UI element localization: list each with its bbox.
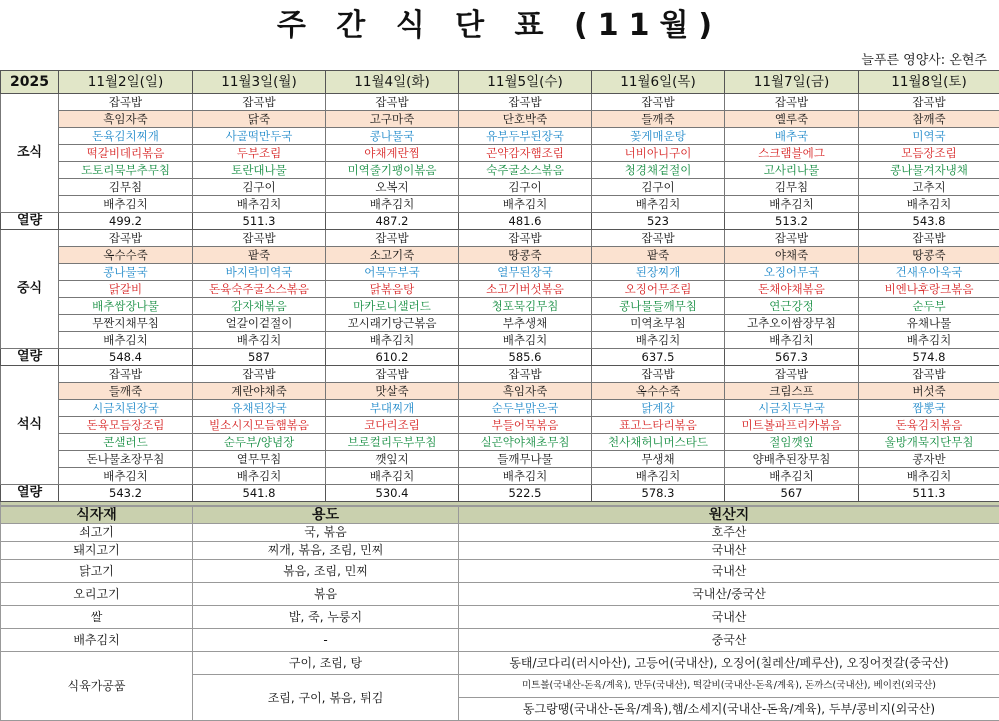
menu-item: 들깨무나물 [459,451,592,468]
menu-item: 부들어묵볶음 [459,417,592,434]
menu-item: 미역국 [859,128,999,145]
menu-item: 배추김치 [193,332,326,349]
menu-row [1,451,999,468]
menu-item: 김구이 [459,179,592,196]
menu-item: 참깨죽 [859,111,999,128]
menu-item: 모듬장조림 [859,145,999,162]
menu-item: 배추김치 [326,468,459,485]
origin-row-beef [1,524,999,542]
menu-item: 들깨죽 [592,111,725,128]
origin-header-origin: 원산지 [459,507,999,524]
menu-item: 천사채허니머스타드 [592,434,725,451]
menu-item: 오복지 [326,179,459,196]
menu-item: 김무침 [725,179,859,196]
calorie-value: 511.3 [859,485,999,502]
menu-row [1,417,999,434]
origin-use: - [193,629,459,652]
menu-item: 콩나물국 [326,128,459,145]
menu-item: 잡곡밥 [725,230,859,247]
menu-item: 잡곡밥 [193,94,326,111]
day-header: 11월6일(목) [592,71,725,94]
menu-item: 유채된장국 [193,400,326,417]
menu-item: 옐루죽 [725,111,859,128]
menu-row [1,281,999,298]
menu-item: 부추생채 [459,315,592,332]
menu-row [1,247,999,264]
day-header: 11월2일(일) [59,71,193,94]
menu-row [1,128,999,145]
menu-item: 열무된장국 [459,264,592,281]
menu-item: 배추김치 [859,468,999,485]
menu-item: 절임깻잎 [725,434,859,451]
menu-item: 배추김치 [859,332,999,349]
origin-country: 미트볼(국내산-돈육/계육), 만두(국내산), 떡갈비(국내산-돈육/계육), 돈까스(국내산), 베이컨(외국산) [459,675,999,698]
origin-country: 중국산 [459,629,999,652]
menu-item: 단호박죽 [459,111,592,128]
menu-item: 김구이 [592,179,725,196]
menu-item: 곤약감자햄조림 [459,145,592,162]
menu-item: 돈육김치볶음 [859,417,999,434]
menu-item: 잡곡밥 [326,94,459,111]
weekly-menu-table [0,70,999,506]
menu-item: 팥죽 [193,247,326,264]
day-header: 11월3일(월) [193,71,326,94]
menu-row [1,383,999,400]
menu-row [1,94,999,111]
menu-row [1,315,999,332]
menu-item: 미트볼파프리카볶음 [725,417,859,434]
menu-item: 감자채볶음 [193,298,326,315]
menu-item: 잡곡밥 [592,366,725,383]
calorie-value: 523 [592,213,725,230]
menu-item: 청포묵김무침 [459,298,592,315]
menu-item: 돈육모듬장조림 [59,417,193,434]
origin-row-processed-1 [1,652,999,675]
menu-item: 실곤약야채초무침 [459,434,592,451]
calorie-value: 585.6 [459,349,592,366]
origin-use: 밥, 죽, 누룽지 [193,606,459,629]
menu-item: 순두부 [859,298,999,315]
menu-item: 크림스프 [725,383,859,400]
menu-item: 고사리나물 [725,162,859,179]
menu-item: 짬뽕국 [859,400,999,417]
menu-item: 잡곡밥 [859,94,999,111]
origin-item: 쇠고기 [1,524,193,542]
menu-item: 잡곡밥 [592,94,725,111]
menu-item: 배추김치 [725,332,859,349]
menu-item: 바지락미역국 [193,264,326,281]
menu-item: 배추김치 [326,196,459,213]
menu-item: 콩나물겨자냉채 [859,162,999,179]
menu-item: 배추김치 [592,332,725,349]
menu-item: 옥수수죽 [59,247,193,264]
day-header-row [1,71,999,94]
calorie-row [1,485,999,502]
origin-item: 쌀 [1,606,193,629]
menu-row [1,332,999,349]
menu-item: 잡곡밥 [459,230,592,247]
origin-use: 볶음, 조림, 민찌 [193,560,459,583]
menu-item: 오징어무조림 [592,281,725,298]
menu-item: 얼갈이겉절이 [193,315,326,332]
calorie-value: 548.4 [59,349,193,366]
menu-item: 잡곡밥 [193,366,326,383]
menu-item: 고구마죽 [326,111,459,128]
menu-row [1,264,999,281]
menu-item: 콘샐러드 [59,434,193,451]
menu-item: 열무무침 [193,451,326,468]
calorie-row [1,213,999,230]
origin-header-use: 용도 [193,507,459,524]
menu-item: 맛살죽 [326,383,459,400]
meal-label: 중식 [1,230,59,349]
menu-item: 배추김치 [592,468,725,485]
menu-item: 연근강정 [725,298,859,315]
menu-item: 잡곡밥 [725,366,859,383]
origin-item: 오리고기 [1,583,193,606]
calorie-label: 열량 [1,213,59,230]
calorie-value: 541.8 [193,485,326,502]
menu-item: 건새우아욱국 [859,264,999,281]
origin-country: 국내산/중국산 [459,583,999,606]
menu-item: 흑임자죽 [459,383,592,400]
calorie-value: 499.2 [59,213,193,230]
menu-item: 빌소시지모듬햄볶음 [193,417,326,434]
menu-item: 닭계장 [592,400,725,417]
menu-item: 잡곡밥 [592,230,725,247]
menu-item: 김무침 [59,179,193,196]
section-separator [1,502,999,506]
menu-item: 고추오이쌈장무침 [725,315,859,332]
menu-item: 잡곡밥 [459,94,592,111]
menu-row [1,145,999,162]
calorie-value: 637.5 [592,349,725,366]
origin-country: 국내산 [459,542,999,560]
origin-row-rice [1,606,999,629]
menu-item: 미역초무침 [592,315,725,332]
day-header: 11월5일(수) [459,71,592,94]
day-header: 11월8일(토) [859,71,999,94]
menu-row [1,468,999,485]
menu-item: 야채죽 [725,247,859,264]
menu-item: 꽃게매운탕 [592,128,725,145]
menu-item: 배추김치 [326,332,459,349]
menu-row [1,196,999,213]
origin-use: 볶음 [193,583,459,606]
menu-item: 닭죽 [193,111,326,128]
menu-item: 시금치두부국 [725,400,859,417]
calorie-value: 574.8 [859,349,999,366]
menu-item: 미역줄기팽이볶음 [326,162,459,179]
menu-item: 옥수수죽 [592,383,725,400]
menu-item: 콩나물국 [59,264,193,281]
origin-item: 배추김치 [1,629,193,652]
calorie-label: 열량 [1,485,59,502]
menu-item: 땅콩죽 [859,247,999,264]
menu-item: 야채계란찜 [326,145,459,162]
menu-item: 돈채야채볶음 [725,281,859,298]
menu-item: 잡곡밥 [859,230,999,247]
origin-row-kimchi [1,629,999,652]
menu-item: 너비아니구이 [592,145,725,162]
menu-row [1,298,999,315]
calorie-value: 522.5 [459,485,592,502]
menu-row [1,230,999,247]
menu-item: 청경채겉절이 [592,162,725,179]
menu-item: 배추김치 [59,332,193,349]
menu-item: 닭볶음탕 [326,281,459,298]
origin-country: 국내산 [459,560,999,583]
menu-item: 잡곡밥 [725,94,859,111]
origin-item: 닭고기 [1,560,193,583]
menu-item: 무생채 [592,451,725,468]
menu-item: 배추김치 [459,332,592,349]
origin-country: 호주산 [459,524,999,542]
menu-row [1,434,999,451]
menu-item: 닭갈비 [59,281,193,298]
separator-cell [1,502,999,506]
calorie-value: 610.2 [326,349,459,366]
menu-item: 사골떡만두국 [193,128,326,145]
meal-label: 석식 [1,366,59,485]
menu-item: 순두부/양념장 [193,434,326,451]
menu-item: 돈나물초장무침 [59,451,193,468]
origin-row-chicken [1,560,999,583]
menu-item: 토란대나물 [193,162,326,179]
menu-item: 콩나물들깨무침 [592,298,725,315]
menu-item: 깻잎지 [326,451,459,468]
calorie-label: 열량 [1,349,59,366]
menu-item: 배추김치 [459,468,592,485]
menu-item: 꼬시래기당근볶음 [326,315,459,332]
menu-item: 배추김치 [725,196,859,213]
menu-row [1,179,999,196]
menu-item: 유채나물 [859,315,999,332]
menu-item: 들깨죽 [59,383,193,400]
calorie-value: 543.8 [859,213,999,230]
calorie-value: 567 [725,485,859,502]
menu-item: 고추지 [859,179,999,196]
menu-item: 돈육김치찌개 [59,128,193,145]
menu-item: 콩자반 [859,451,999,468]
origin-row-pork [1,542,999,560]
origin-item: 돼지고기 [1,542,193,560]
menu-item: 부대찌개 [326,400,459,417]
menu-item: 브로컬리두부무침 [326,434,459,451]
origin-row-duck [1,583,999,606]
menu-item: 표고느타리볶음 [592,417,725,434]
origin-header-row [1,507,999,524]
menu-row [1,400,999,417]
menu-item: 계란야채죽 [193,383,326,400]
origin-use: 구이, 조림, 탕 [193,652,459,675]
menu-item: 된장찌개 [592,264,725,281]
menu-item: 양배추된장무침 [725,451,859,468]
page-title: 주 간 식 단 표 (11월) [276,8,723,43]
menu-item: 배추김치 [193,468,326,485]
menu-item: 배추김치 [459,196,592,213]
menu-item: 잡곡밥 [59,94,193,111]
calorie-value: 587 [193,349,326,366]
calorie-value: 511.3 [193,213,326,230]
calorie-row [1,349,999,366]
calorie-value: 530.4 [326,485,459,502]
menu-item: 잡곡밥 [326,366,459,383]
origin-header-item: 식자재 [1,507,193,524]
origin-item: 식육가공품 [1,652,193,721]
menu-item: 오징어무국 [725,264,859,281]
menu-item: 두부조림 [193,145,326,162]
menu-row [1,162,999,179]
menu-row [1,111,999,128]
calorie-value: 481.6 [459,213,592,230]
year-cell: 2025 [1,71,59,94]
origin-use: 찌개, 볶음, 조림, 민찌 [193,542,459,560]
menu-item: 어묵두부국 [326,264,459,281]
menu-item: 배추김치 [725,468,859,485]
origin-use: 국, 볶음 [193,524,459,542]
menu-item: 배추김치 [193,196,326,213]
menu-item: 잡곡밥 [859,366,999,383]
origin-use: 조림, 구이, 볶음, 튀김 [193,675,459,721]
calorie-value: 513.2 [725,213,859,230]
menu-item: 잡곡밥 [59,366,193,383]
menu-item: 배추김치 [59,196,193,213]
origin-table [0,506,999,721]
menu-item: 배추김치 [59,468,193,485]
menu-item: 배추국 [725,128,859,145]
calorie-value: 578.3 [592,485,725,502]
dietitian-label: 늘푸른 영양사: 온현주 [861,53,987,68]
day-header: 11월4일(화) [326,71,459,94]
menu-item: 순두부맑은국 [459,400,592,417]
menu-item: 소고기죽 [326,247,459,264]
menu-item: 배추김치 [859,196,999,213]
menu-item: 김구이 [193,179,326,196]
menu-item: 마카로니샐러드 [326,298,459,315]
origin-country: 동그랑땡(국내산-돈육/계육),햄/소세지(국내산-돈육/계육), 두부/콩비지(외국산) [459,698,999,721]
menu-item: 버섯죽 [859,383,999,400]
menu-item: 숙주굴소스볶음 [459,162,592,179]
menu-item: 잡곡밥 [193,230,326,247]
menu-item: 울방개묵지단무침 [859,434,999,451]
menu-item: 시금치된장국 [59,400,193,417]
menu-item: 비엔나후랑크볶음 [859,281,999,298]
origin-country: 국내산 [459,606,999,629]
menu-item: 소고기버섯볶음 [459,281,592,298]
menu-item: 땅콩죽 [459,247,592,264]
menu-row [1,366,999,383]
calorie-value: 487.2 [326,213,459,230]
menu-item: 배추김치 [592,196,725,213]
menu-item: 흑임자죽 [59,111,193,128]
menu-item: 떡갈비데리볶음 [59,145,193,162]
menu-item: 도토리묵부추무침 [59,162,193,179]
menu-item: 팥죽 [592,247,725,264]
calorie-value: 567.3 [725,349,859,366]
calorie-value: 543.2 [59,485,193,502]
menu-item: 잡곡밥 [59,230,193,247]
menu-item: 유부두부된장국 [459,128,592,145]
meal-label: 조식 [1,94,59,213]
menu-item: 코다리조림 [326,417,459,434]
menu-item: 스크램블에그 [725,145,859,162]
menu-item: 돈육숙주굴소스볶음 [193,281,326,298]
day-header: 11월7일(금) [725,71,859,94]
menu-item: 무짠지채무침 [59,315,193,332]
origin-country: 동태/코다리(러시아산), 고등어(국내산), 오징어(칠레산/페루산), 오징어젓갈(중국산) [459,652,999,675]
menu-item: 잡곡밥 [459,366,592,383]
menu-item: 배추쌈장나물 [59,298,193,315]
menu-item: 잡곡밥 [326,230,459,247]
